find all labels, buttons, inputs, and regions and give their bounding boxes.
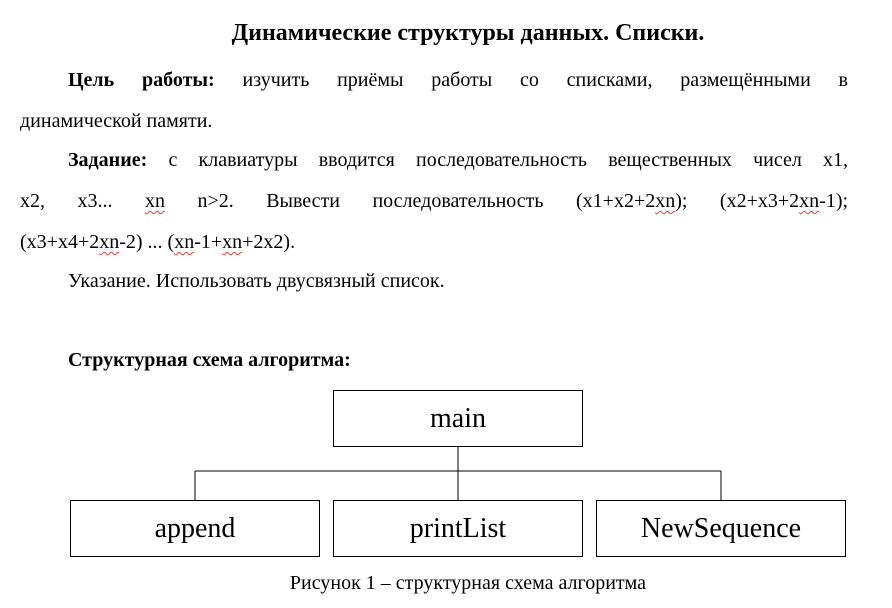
task-text-3c: -1+ bbox=[194, 231, 223, 253]
task-text-3d: +2x2). bbox=[242, 231, 296, 253]
diagram-node-newsequence: NewSequence bbox=[596, 500, 846, 557]
task-text-3a: (x3+x4+2 bbox=[20, 231, 100, 253]
task-xn-1: xn bbox=[144, 190, 165, 212]
task-text-2a: x2, x3... bbox=[20, 190, 113, 212]
diagram-node-printlist: printList bbox=[333, 500, 583, 557]
task-xn-6: xn bbox=[222, 231, 243, 253]
task-xn-4: xn bbox=[99, 231, 120, 253]
task-text-1: с клавиатуры вводится последовательность вещественных чисел x1, bbox=[168, 149, 848, 171]
task-xn-3: xn bbox=[799, 190, 820, 212]
figure-caption: Рисунок 1 – структурная схема алгоритма bbox=[289, 572, 647, 594]
task-text-2d: -1); bbox=[819, 190, 849, 212]
task-xn-5: xn bbox=[174, 231, 195, 253]
task-text-3b: -2) ... ( bbox=[119, 231, 175, 253]
task-label: Задание: bbox=[68, 149, 148, 171]
scheme-heading: Структурная схема алгоритма: bbox=[68, 349, 351, 371]
task-text-2b: n>2. Вывести последовательность (x1+x2+2 bbox=[197, 190, 656, 212]
diagram-node-append: append bbox=[70, 500, 320, 557]
document-title: Динамические структуры данных. Списки. bbox=[231, 20, 705, 46]
goal-text-1: изучить приёмы работы со списками, размещёнными в bbox=[242, 69, 849, 91]
task-text-2c: ); (x2+x3+2 bbox=[675, 190, 800, 212]
hint-paragraph: Указание. Использовать двусвязный список. bbox=[68, 270, 445, 292]
goal-label: Цель работы: bbox=[68, 69, 215, 91]
diagram-node-main: main bbox=[333, 390, 583, 447]
task-xn-2: xn bbox=[655, 190, 676, 212]
goal-line-2: динамической памяти. bbox=[20, 110, 213, 132]
